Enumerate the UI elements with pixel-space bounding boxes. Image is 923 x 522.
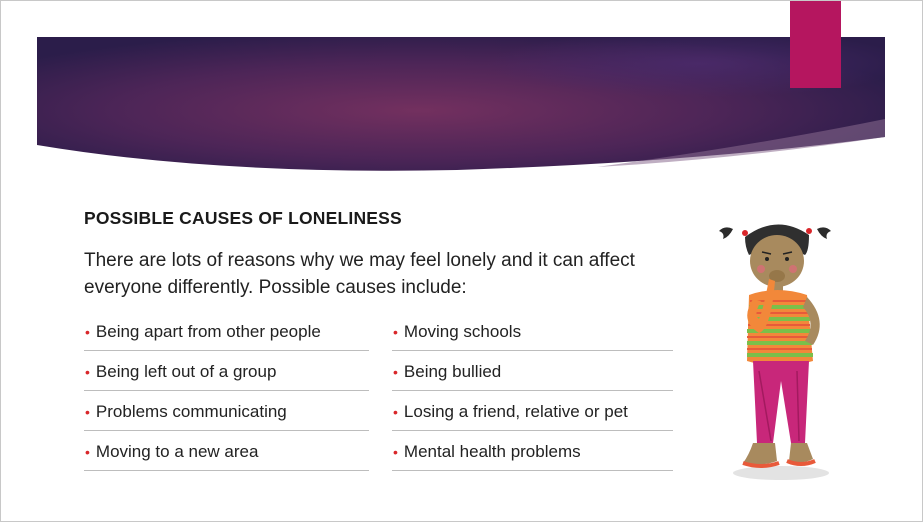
bullet-icon: • — [85, 403, 90, 420]
bullet-icon: • — [393, 403, 398, 420]
cause-text: Mental health problems — [403, 441, 581, 461]
list-item — [84, 431, 369, 471]
header-banner — [37, 37, 885, 177]
accent-block — [790, 1, 841, 88]
list-item — [84, 311, 369, 351]
intro-text: There are lots of reasons why we may feel lonely and it can affect everyone differently. Possible causes include: — [84, 250, 635, 298]
bullet-icon: • — [85, 323, 90, 340]
bullet-icon: • — [85, 443, 90, 460]
causes-list-left — [84, 311, 369, 471]
causes-list-right — [392, 311, 677, 471]
list-item — [392, 391, 673, 431]
bullet-icon: • — [393, 443, 398, 460]
bullet-icon: • — [393, 363, 398, 380]
cause-text: Moving schools — [403, 321, 522, 341]
list-item — [392, 431, 673, 471]
list-item — [392, 351, 673, 391]
cause-text: Losing a friend, relative or pet — [403, 401, 628, 421]
cause-text: Being apart from other people — [95, 321, 321, 341]
cause-text: Being left out of a group — [95, 361, 277, 381]
list-item — [392, 311, 673, 351]
list-item — [84, 351, 369, 391]
cause-text: Problems communicating — [95, 401, 287, 421]
cause-text: Being bullied — [403, 361, 502, 381]
bullet-icon: • — [85, 363, 90, 380]
cause-text: Moving to a new area — [95, 441, 259, 461]
slide-heading: POSSIBLE CAUSES OF LONELINESS — [84, 208, 402, 228]
list-item — [84, 391, 369, 431]
bullet-icon: • — [393, 323, 398, 340]
girl-biting-nails-illustration — [709, 211, 849, 486]
